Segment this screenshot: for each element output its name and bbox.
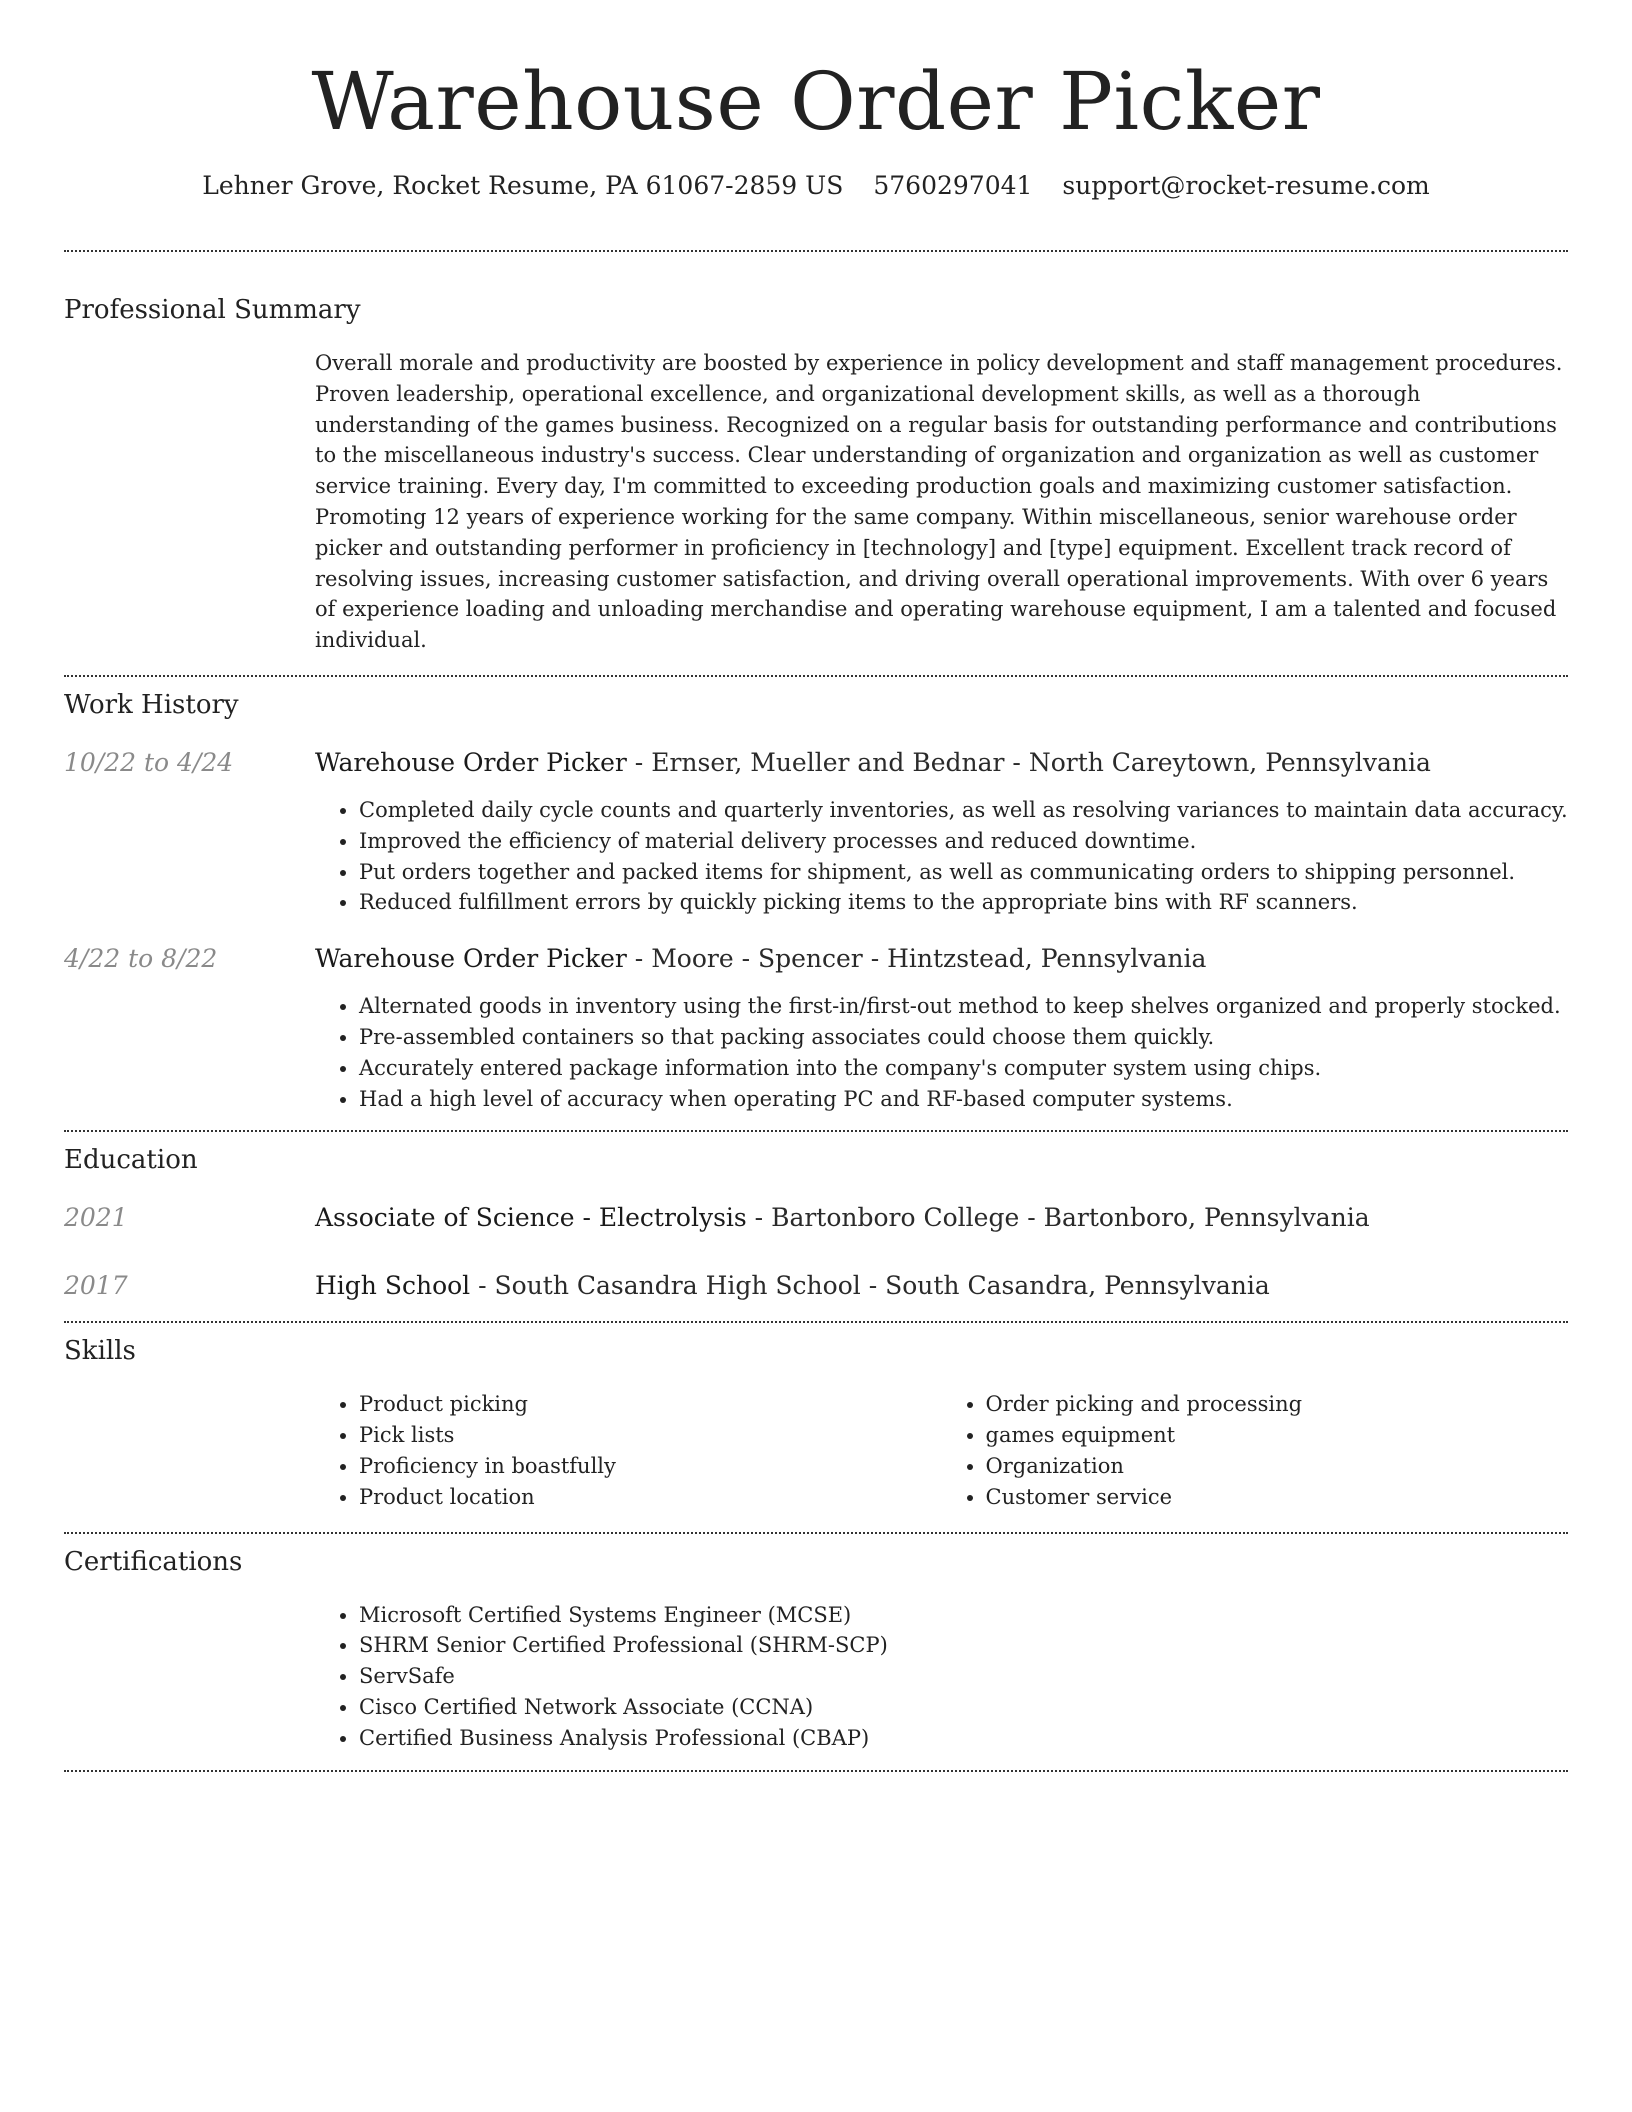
skill-item: • Customer service bbox=[986, 1482, 1569, 1513]
job-heading bbox=[315, 943, 1568, 975]
skill-item: • Order picking and processing bbox=[986, 1389, 1569, 1420]
list-item: • Improved the efficiency of material delivery processes and reduced downtime. bbox=[359, 826, 1568, 857]
education-section bbox=[64, 1144, 1568, 1302]
skill-item: • Proficiency in boastfully bbox=[359, 1451, 942, 1482]
section-title-work: Work History bbox=[64, 689, 239, 720]
job-title: Warehouse Order Picker bbox=[315, 747, 627, 777]
list-item: • Accurately entered package information into the company's computer system using chips. bbox=[359, 1053, 1568, 1084]
education-school: - Bartonboro College - Bartonboro, Pennsylvania bbox=[746, 1203, 1370, 1233]
job-entry bbox=[64, 747, 1568, 918]
candidate-name: Warehouse Order Picker bbox=[311, 55, 1321, 148]
skills-list-right bbox=[942, 1389, 1569, 1512]
contact-address: Lehner Grove, Rocket Resume, PA 61067-2859 US bbox=[202, 171, 844, 200]
contact-email: support@rocket-resume.com bbox=[1062, 171, 1430, 200]
job-entry bbox=[64, 943, 1568, 1114]
list-item: • Pre-assembled containers so that packing associates could choose them quickly. bbox=[359, 1022, 1568, 1053]
education-entry bbox=[64, 1270, 1568, 1302]
education-year: 2017 bbox=[64, 1271, 128, 1301]
job-dates: 4/22 to 8/22 bbox=[64, 944, 218, 974]
contact-phone: 5760297041 bbox=[873, 171, 1033, 200]
education-entry bbox=[64, 1202, 1568, 1234]
skill-item: • Product picking bbox=[359, 1389, 942, 1420]
job-employer: - Moore - Spencer - Hintzstead, Pennsylvania bbox=[626, 944, 1207, 974]
job-employer: - Ernser, Mueller and Bednar - North Careytown, Pennsylvania bbox=[626, 747, 1431, 777]
certification-item: • Microsoft Certified Systems Engineer (MCSE) bbox=[359, 1600, 1568, 1631]
section-title-education: Education bbox=[64, 1145, 198, 1176]
divider bbox=[64, 675, 1568, 677]
job-heading bbox=[315, 747, 1568, 779]
skill-item: • Organization bbox=[986, 1451, 1569, 1482]
certification-item: • Cisco Certified Network Associate (CCNA) bbox=[359, 1692, 1568, 1723]
divider bbox=[64, 1321, 1568, 1323]
list-item: • Had a high level of accuracy when operating PC and RF-based computer systems. bbox=[359, 1084, 1568, 1115]
education-degree: High School bbox=[315, 1271, 471, 1301]
job-title: Warehouse Order Picker bbox=[315, 944, 627, 974]
job-bullets bbox=[315, 795, 1568, 918]
skills-section bbox=[64, 1335, 1568, 1512]
education-heading bbox=[315, 1202, 1568, 1234]
education-year: 2021 bbox=[64, 1203, 128, 1233]
work-history-section bbox=[64, 689, 1568, 1114]
list-item: • Put orders together and packed items for shipment, as well as communicating orders to shipping personnel. bbox=[359, 857, 1568, 888]
skill-item: • games equipment bbox=[986, 1420, 1569, 1451]
divider bbox=[64, 1532, 1568, 1534]
contact-line bbox=[64, 170, 1568, 202]
divider bbox=[64, 1130, 1568, 1132]
certification-item: • Certified Business Analysis Professional (CBAP) bbox=[359, 1723, 1568, 1754]
skills-list-left bbox=[315, 1389, 942, 1512]
section-title-skills: Skills bbox=[64, 1336, 136, 1367]
education-school: - South Casandra High School - South Casandra, Pennsylvania bbox=[470, 1271, 1270, 1301]
summary-text: Overall morale and productivity are boosted by experience in policy development and staff management procedures. Proven leadership, operational excellence, and organizational development skills, as well as a thorough understanding of the games business. Recognized on a regular basis for outstanding performance and contributions to the miscellaneous industry's success. Clear understanding of organization and organization as well as customer service training. Every day, I'm committed to exceeding production goals and maximizing customer satisfaction. Promoting 12 years of experience working for the same company. Within miscellaneous, senior warehouse order picker and outstanding performer in proficiency in [technology] and [type] equipment. Excellent track record of resolving issues, increasing customer satisfaction, and driving overall operational improvements. With over 6 years of experience loading and unloading merchandise and operating warehouse equipment, I am a talented and focused individual. bbox=[315, 351, 1563, 653]
certification-item: • ServSafe bbox=[359, 1661, 1568, 1692]
certifications-section bbox=[64, 1546, 1568, 1754]
list-item: • Alternated goods in inventory using the first-in/first-out method to keep shelves organized and properly stocked. bbox=[359, 991, 1568, 1022]
job-dates: 10/22 to 4/24 bbox=[64, 747, 234, 777]
skill-item: • Product location bbox=[359, 1482, 942, 1513]
job-bullets bbox=[315, 991, 1568, 1114]
resume-page bbox=[64, 0, 1568, 1772]
certification-item: • SHRM Senior Certified Professional (SHRM-SCP) bbox=[359, 1630, 1568, 1661]
list-item: • Completed daily cycle counts and quarterly inventories, as well as resolving variances to maintain data accuracy. bbox=[359, 795, 1568, 826]
divider bbox=[64, 250, 1568, 252]
list-item: • Reduced fulfillment errors by quickly picking items to the appropriate bins with RF scanners. bbox=[359, 887, 1568, 918]
certifications-list bbox=[315, 1600, 1568, 1754]
education-heading bbox=[315, 1270, 1568, 1302]
summary-section bbox=[64, 294, 1568, 656]
skill-item: • Pick lists bbox=[359, 1420, 942, 1451]
section-title-certifications: Certifications bbox=[64, 1546, 243, 1577]
education-degree: Associate of Science - Electrolysis bbox=[315, 1203, 747, 1233]
section-title-summary: Professional Summary bbox=[64, 295, 361, 325]
divider bbox=[64, 1770, 1568, 1772]
